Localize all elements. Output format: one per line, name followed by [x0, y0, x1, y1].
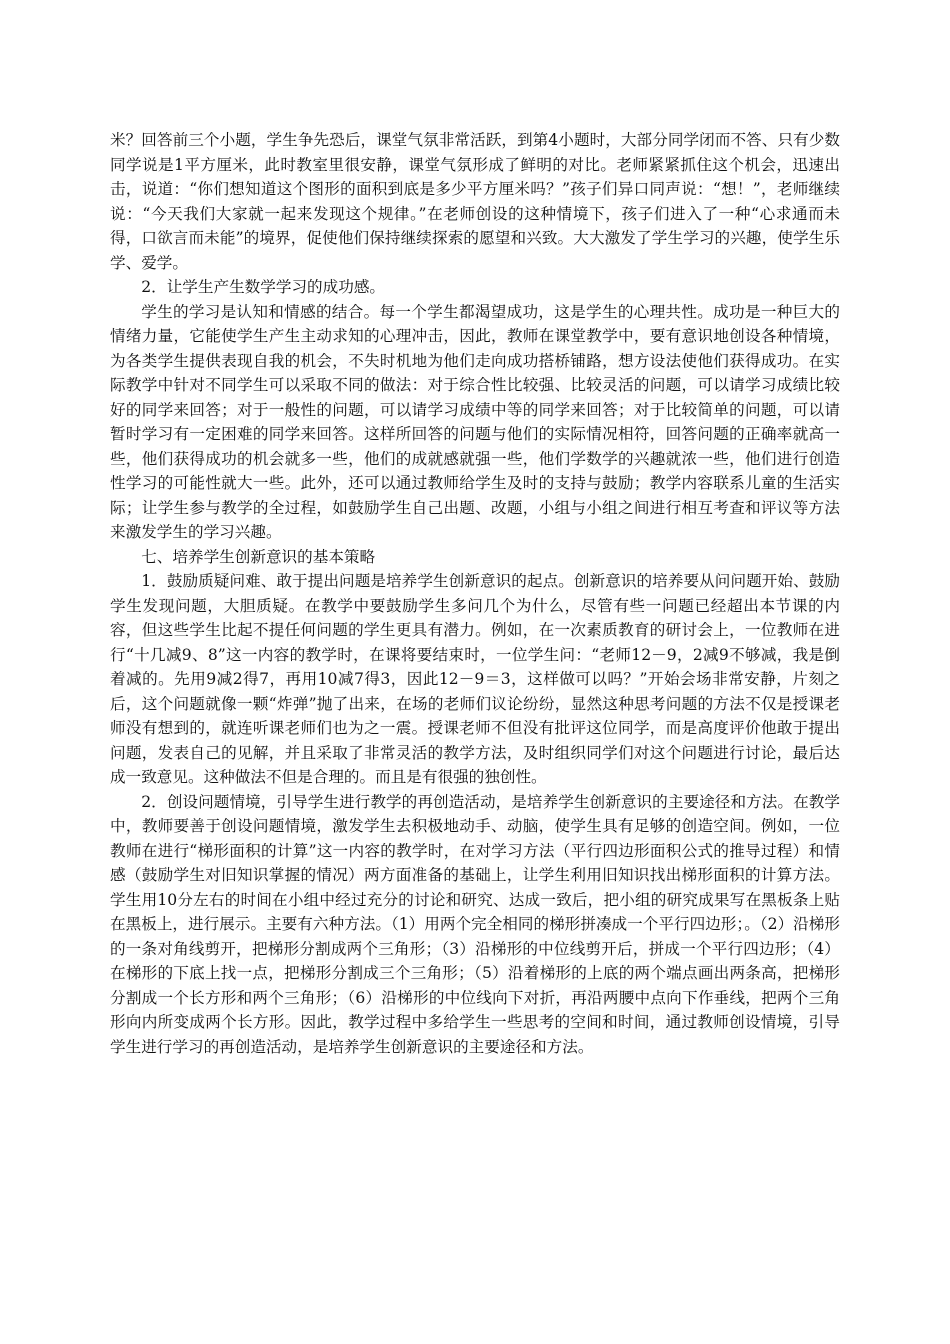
section-heading-seven: 七、培养学生创新意识的基本策略: [141, 547, 376, 566]
subheading-success: 2．让学生产生数学学习的成功感。: [141, 278, 386, 296]
paragraph-questioning: 1．鼓励质疑问难、敢于提出问题是培养学生创新意识的起点。创新意识的培养要从问问题开始、鼓励学生发现问题，大胆质疑。在教学中要鼓励学生多问几个为什么，尽管有些一问题已经超出本节课的内容，但这些学生比起不提任何问题的学生更具有潜力。例如，在一次素质教育的研讨会上，一位教师在进行“十几减9、8”这一内容的教学时，在课将要结束时，一位学生问：“老师12－9，2减9不够减，我是倒着减的。先用9减2得7，再用10减7得3，因此12－9＝3，这样做可以吗？”开始会场非常安静，片刻之后，这个问题就像一颗“炸弹”抛了出来，在场的老师们议论纷纷，显然这种思考问题的方法不仅是授课老师没有想到的，就连听课老师们也为之一震。授课老师不但没有批评这位同学，而是高度评价他敢于提出问题，发表自己的见解，并且采取了非常灵活的教学方法，及时组织同学们对这个问题进行讨论，最后达成一致意见。这种做法不但是合理的。而且是有很强的独创性。: [110, 572, 840, 786]
document-page: [110, 128, 840, 1059]
paragraph-success-body: 学生的学习是认知和情感的结合。每一个学生都渴望成功，这是学生的心理共性。成功是一种巨大的情绪力量，它能使学生产生主动求知的心理冲击，因此，教师在课堂教学中，要有意识地创设各种情境，为各类学生提供表现自我的机会，不失时机地为他们走向成功搭桥铺路，想方设法使他们获得成功。在实际教学中针对不同学生可以采取不同的做法：对于综合性比较强、比较灵活的问题，可以请学习成绩比较好的同学来回答；对于一般性的问题，可以请学习成绩中等的同学来回答；对于比较简单的问题，可以请暂时学习有一定困难的同学来回答。这样所回答的问题与他们的实际情况相符，回答问题的正确率就高一些，他们获得成功的机会就多一些，他们的成就感就强一些，他们学数学的兴趣就浓一些，他们进行创造性学习的可能性就大一些。此外，还可以通过教师给学生及时的支持与鼓励；教学内容联系儿童的生活实际；让学生参与教学的全过程，如鼓励学生自己出题、改题，小组与小组之间进行相互考查和评议等方法来激发学生的学习兴趣。: [110, 302, 840, 541]
paragraph-continuation: 米？回答前三个小题，学生争先恐后，课堂气氛非常活跃，到第4小题时，大部分同学闭而不答、只有少数同学说是1平方厘米，此时教室里很安静，课堂气氛形成了鲜明的对比。老师紧紧抓住这个机会，迅速出击，说道：“你们想知道这个图形的面积到底是多少平方厘米吗？”孩子们异口同声说：“想！”，老师继续说：“今天我们大家就一起来发现这个规律。”在老师创设的这种情境下，孩子们进入了一种“心求通而未得，口欲言而未能”的境界，促使他们保持继续探索的愿望和兴致。大大激发了学生学习的兴趣，使学生乐学、爱学。: [110, 131, 840, 272]
paragraph-problem-situation: 2．创设问题情境，引导学生进行教学的再创造活动，是培养学生创新意识的主要途径和方法。在教学中，教师要善于创设问题情境，激发学生去积极地动手、动脑，使学生具有足够的创造空间。例如，一位教师在进行“梯形面积的计算”这一内容的教学时，在对学习方法（平行四边形面积公式的推导过程）和情感（鼓励学生对旧知识掌握的情况）两方面准备的基础上，让学生利用旧知识找出梯形面积的计算方法。学生用10分左右的时间在小组中经过充分的讨论和研究、达成一致后，把小组的研究成果写在黑板条上贴在黑板上，进行展示。主要有六种方法。（1）用两个完全相同的梯形拼凑成一个平行四边形；。（2）沿梯形的一条对角线剪开，把梯形分割成两个三角形；（3）沿梯形的中位线剪开后，拼成一个平行四边形；（4）在梯形的下底上找一点，把梯形分割成三个三角形；（5）沿着梯形的上底的两个端点画出两条高，把梯形分割成一个长方形和两个三角形；（6）沿梯形的中位线向下对折，再沿两腰中点向下作垂线，把两个三角形向内所变成两个长方形。因此，教学过程中多给学生一些思考的空间和时间，通过教师创设情境，引导学生进行学习的再创造活动，是培养学生创新意识的主要途径和方法。: [110, 792, 840, 1056]
